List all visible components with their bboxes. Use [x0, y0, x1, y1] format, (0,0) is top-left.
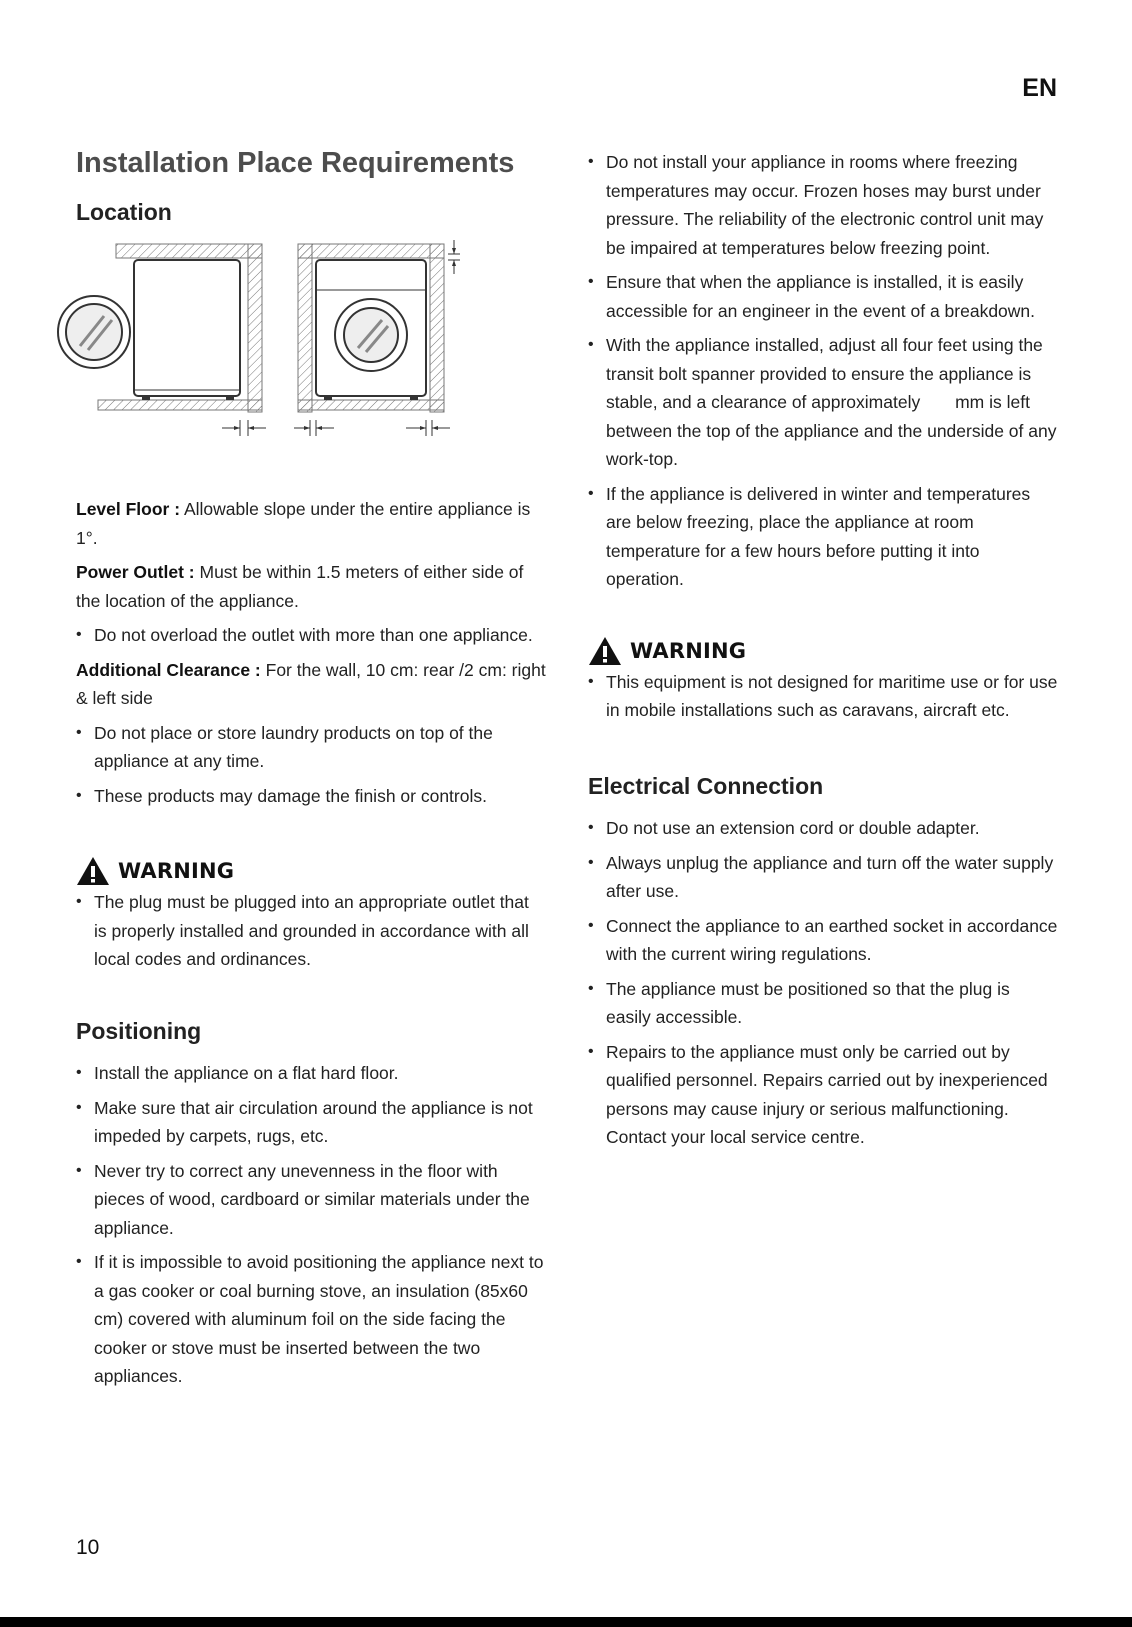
- list-item: • The plug must be plugged into an appropriate outlet that is properly installed and grounded in accordance with all local codes and ordinances.: [76, 888, 546, 974]
- front-view-figure: [294, 240, 460, 436]
- list-item: • Do not place or store laundry products on top of the appliance at any time.: [76, 719, 546, 776]
- list-item: • Ensure that when the appliance is installed, it is easily accessible for an engineer in the event of a breakdown.: [588, 268, 1058, 325]
- feet-text-2: mm is left between the top of the appliance and the underside of any work-top.: [606, 392, 1057, 469]
- clearance-label: Additional Clearance :: [76, 659, 261, 680]
- power-outlet-list: [76, 621, 546, 650]
- bottom-rule: [0, 1617, 1132, 1627]
- list-item: • Never try to correct any unevenness in the floor with pieces of wood, cardboard or similar materials under the appliance.: [76, 1157, 546, 1243]
- warning-header: [588, 636, 1058, 666]
- left-column: [76, 146, 546, 1397]
- clearance-paragraph: [76, 656, 546, 713]
- list-item: • Make sure that air circulation around the appliance is not impeded by carpets, rugs, etc.: [76, 1094, 546, 1151]
- location-heading: Location: [76, 198, 172, 225]
- right-column: [588, 148, 1058, 1158]
- power-outlet-text: Must be within 1.5 meters of either side of the location of the appliance.: [76, 562, 524, 611]
- list-item: • Repairs to the appliance must only be carried out by qualified personnel. Repairs carried out by inexperienced persons may cause injury or serious malfunctioning. Contact your local service centre.: [588, 1038, 1058, 1152]
- language-label: EN: [1022, 74, 1057, 102]
- clearance-text: For the wall, 10 cm: rear /2 cm: right & left side: [76, 659, 546, 709]
- warning-label: WARNING: [630, 638, 747, 663]
- list-item: • Install the appliance on a flat hard floor.: [76, 1059, 546, 1088]
- list-item: • Connect the appliance to an earthed socket in accordance with the current wiring regulations.: [588, 912, 1058, 969]
- level-floor-paragraph: [76, 495, 546, 552]
- list-item: • Do not install your appliance in rooms where freezing temperatures may occur. Frozen hoses may burst under pressure. The reliability of the electronic control unit may be impaired at temperatures below freezing point.: [588, 148, 1058, 262]
- positioning-heading: Positioning: [76, 1017, 202, 1044]
- positioning-list: [76, 1059, 546, 1391]
- warning-triangle-icon: [76, 856, 110, 886]
- side-view-figure: [58, 244, 266, 436]
- list-item: • These products may damage the finish or controls.: [76, 782, 546, 811]
- power-outlet-label: Power Outlet :: [76, 562, 195, 583]
- level-floor-label: Level Floor :: [76, 499, 181, 520]
- warning-block-left: [76, 856, 546, 974]
- list-item: • Always unplug the appliance and turn off the water supply after use.: [588, 849, 1058, 906]
- warning-list: [76, 888, 546, 974]
- page-title: Installation Place Requirements: [76, 147, 515, 179]
- electrical-heading: Electrical Connection: [588, 772, 824, 799]
- warning-header: [76, 856, 546, 886]
- installation-clearance-diagram: [54, 240, 494, 450]
- list-item: • If the appliance is delivered in winter and temperatures are below freezing, place the appliance at room temperature for a few hours before putting it into operation.: [588, 480, 1058, 594]
- warning-label: WARNING: [118, 859, 235, 884]
- warning-triangle-icon: [588, 636, 622, 666]
- list-item: • If it is impossible to avoid positioning the appliance next to a gas cooker or coal burning stove, an insulation (85x60 cm) covered with aluminum foil on the side facing the cooker or stove must be inserted between the two appliances.: [76, 1248, 546, 1391]
- feet-bullet: [588, 331, 1058, 474]
- level-floor-text: Allowable slope under the entire appliance is 1°.: [76, 499, 531, 548]
- list-item: • Do not overload the outlet with more than one appliance.: [76, 621, 546, 650]
- warning-block-right: [588, 636, 1058, 725]
- power-outlet-paragraph: [76, 558, 546, 615]
- list-item: • The appliance must be positioned so that the plug is easily accessible.: [588, 975, 1058, 1032]
- feet-text-1: With the appliance installed, adjust all four feet using the transit bolt spanner provided to ensure the appliance is stable, and a clearance of approximately: [606, 335, 1043, 412]
- clearance-list: [76, 719, 546, 811]
- page-number: 10: [76, 1536, 100, 1559]
- electrical-list: [588, 814, 1058, 1152]
- right-list: [588, 148, 1058, 594]
- list-item: • Do not use an extension cord or double adapter.: [588, 814, 1058, 843]
- list-item: • This equipment is not designed for maritime use or for use in mobile installations such as caravans, aircraft etc.: [588, 668, 1058, 725]
- warning-list: [588, 668, 1058, 725]
